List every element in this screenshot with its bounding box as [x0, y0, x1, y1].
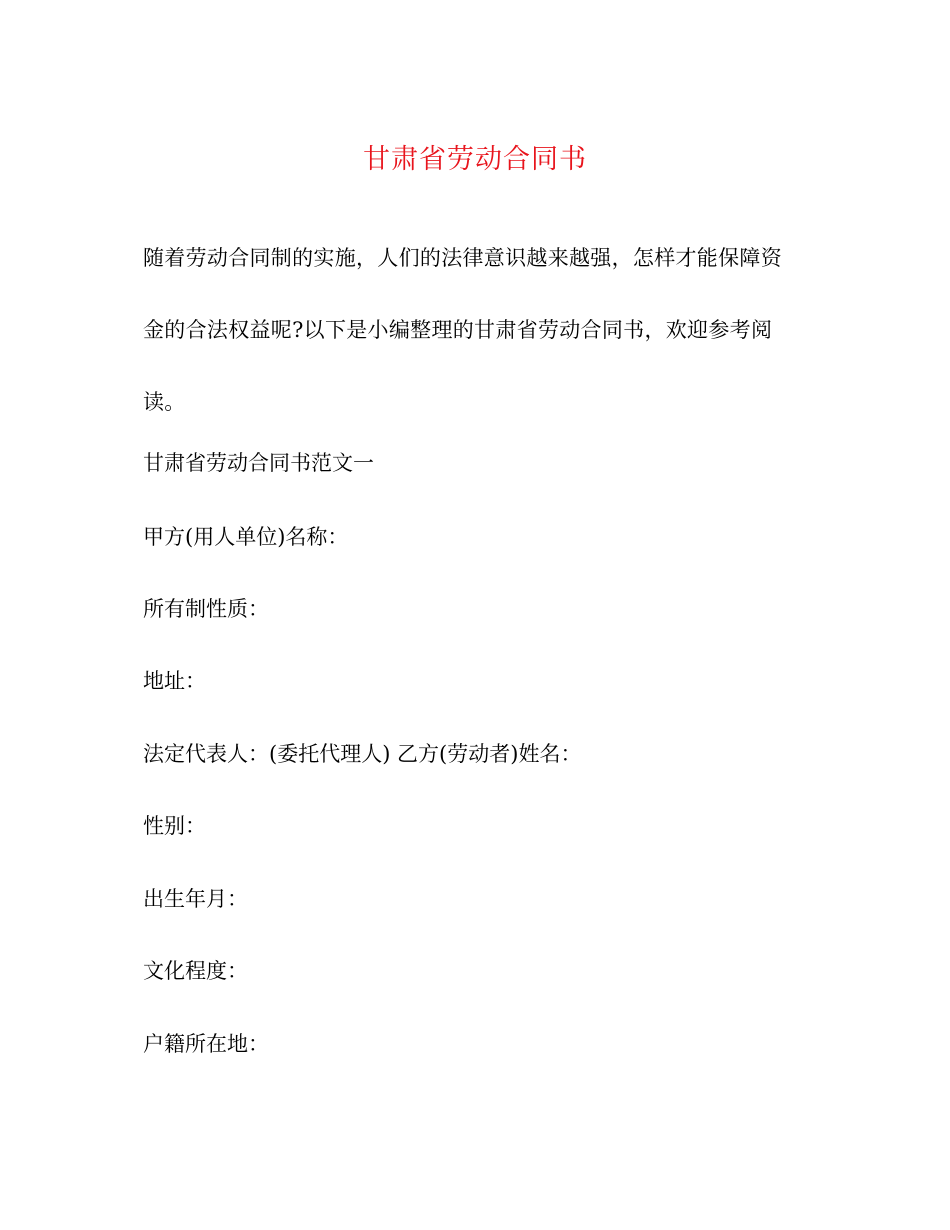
section-heading: 甘肃省劳动合同书范文一 — [143, 451, 374, 475]
field-birth-date: 出生年月： — [143, 887, 248, 911]
field-ownership-type: 所有制性质： — [143, 597, 269, 621]
field-address: 地址： — [143, 669, 206, 693]
field-gender: 性别： — [143, 814, 206, 838]
field-employer-name: 甲方(用人单位)名称： — [143, 525, 349, 549]
field-household-registration: 户籍所在地： — [143, 1032, 269, 1056]
document-title: 甘肃省劳动合同书 — [363, 144, 587, 175]
field-legal-representative: 法定代表人：(委托代理人) 乙方(劳动者)姓名： — [143, 742, 582, 766]
intro-paragraph: 随着劳动合同制的实施，人们的法律意识越来越强，怎样才能保障资金的合法权益呢?以下是小编整理的甘肃省劳动合同书，欢迎参考阅读。 — [143, 246, 782, 414]
field-education: 文化程度： — [143, 959, 248, 983]
